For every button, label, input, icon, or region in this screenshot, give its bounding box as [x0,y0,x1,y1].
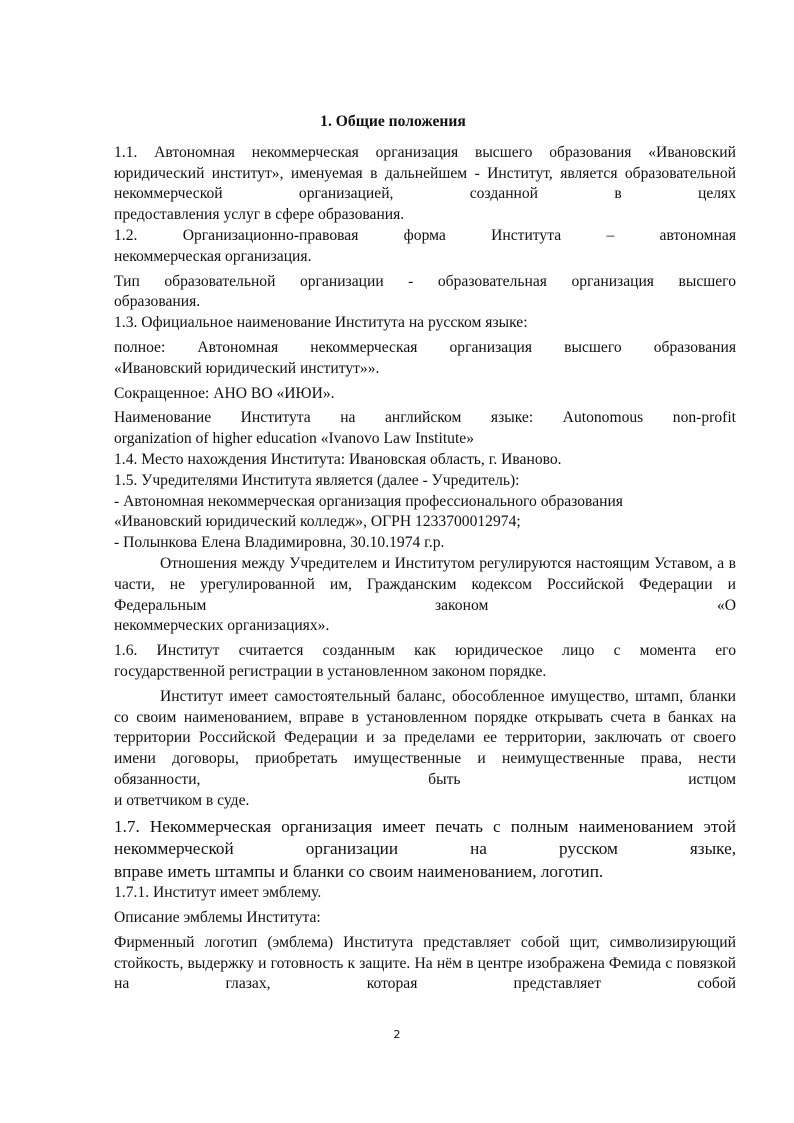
paragraph-1-2-end: некоммерческая организация. [114,247,312,265]
paragraph-balance-end: и ответчиком в суде. [114,791,250,809]
founder-item-1: - Автономная некоммерческая организация профессионального образования [114,492,623,510]
paragraph-org-type-end: образования. [114,293,201,311]
paragraph-1-7-1: 1.7.1. Институт имеет эмблему. [114,884,322,902]
paragraph-full-name-end: «Ивановский юридический институт»». [114,359,380,377]
paragraph-1-7: 1.7. Некоммерческая организация имеет печать с полным наименованием этой некоммерческой организации на русском языке, [114,816,736,859]
paragraph-relations: Отношения между Учредителем и Институтом регулируются настоящим Уставом, а в части, не урегулированной им, Гражданским кодексом Российской Федерации и Федеральным законом «О [114,554,736,614]
emblem-description-title: Описание эмблемы Института: [114,909,321,927]
paragraph-balance: Институт имеет самостоятельный баланс, обособленное имущество, штамп, бланки со своим наименованием, вправе в установленном порядке открывать счета в банках на территории Российской Федерации и за пределами ее территории, заключать от своего имени договоры, приобретать имущественные и неимущественные права, нести обязанности, быть истцом [114,687,736,788]
paragraph-1-6-end: государственной регистрации в установленном законом порядке. [114,662,547,680]
section-heading: 1. Общие положения [320,113,466,130]
paragraph-1-7-end: вправе иметь штампы и бланки со своим наименованием, логотип. [114,861,604,881]
paragraph-1-1-end: предоставления услуг в сфере образования. [114,206,405,224]
paragraph-english-name-end: organization of higher education «Ivanovo Law Institute» [114,430,474,448]
paragraph-relations-end: некоммерческих организациях». [114,617,330,635]
paragraph-1-1: 1.1. Автономная некоммерческая организация высшего образования «Ивановский юридический институт», именуемая в дальнейшем - Институт, является образовательной некоммерческой организацией, созданной в целях [114,143,736,203]
paragraph-1-3: 1.3. Официальное наименование Института на русском языке: [114,314,528,332]
paragraph-1-4: 1.4. Место нахождения Института: Ивановская область, г. Иваново. [114,450,562,468]
founder-item-1-end: «Ивановский юридический колледж», ОГРН 1233700012974; [114,513,521,531]
paragraph-org-type: Тип образовательной организации - образовательная организация высшего [114,272,736,290]
paragraph-english-name: Наименование Института на английском языке: Autonomous non-profit [114,409,736,427]
paragraph-full-name: полное: Автономная некоммерческая организация высшего образования [114,338,736,356]
emblem-description: Фирменный логотип (эмблема) Института представляет собой щит, символизирующий стойкость, выдержку и готовность к защите. На нём в центре изображена Фемида с повязкой на глазах, которая представляет собой [114,933,736,993]
paragraph-short-name: Сокращенное: АНО ВО «ИЮИ». [114,384,335,402]
document-body [114,112,736,995]
page-number: 2 [393,1028,401,1041]
paragraph-1-2: 1.2. Организационно-правовая форма Института – автономная [114,226,736,244]
paragraph-1-6: 1.6. Институт считается созданным как юридическое лицо с момента его [114,642,736,660]
paragraph-1-5: 1.5. Учредителями Института является (далее - Учредитель): [114,471,520,489]
founder-item-2: - Полынкова Елена Владимировна, 30.10.1974 г.р. [114,534,445,552]
